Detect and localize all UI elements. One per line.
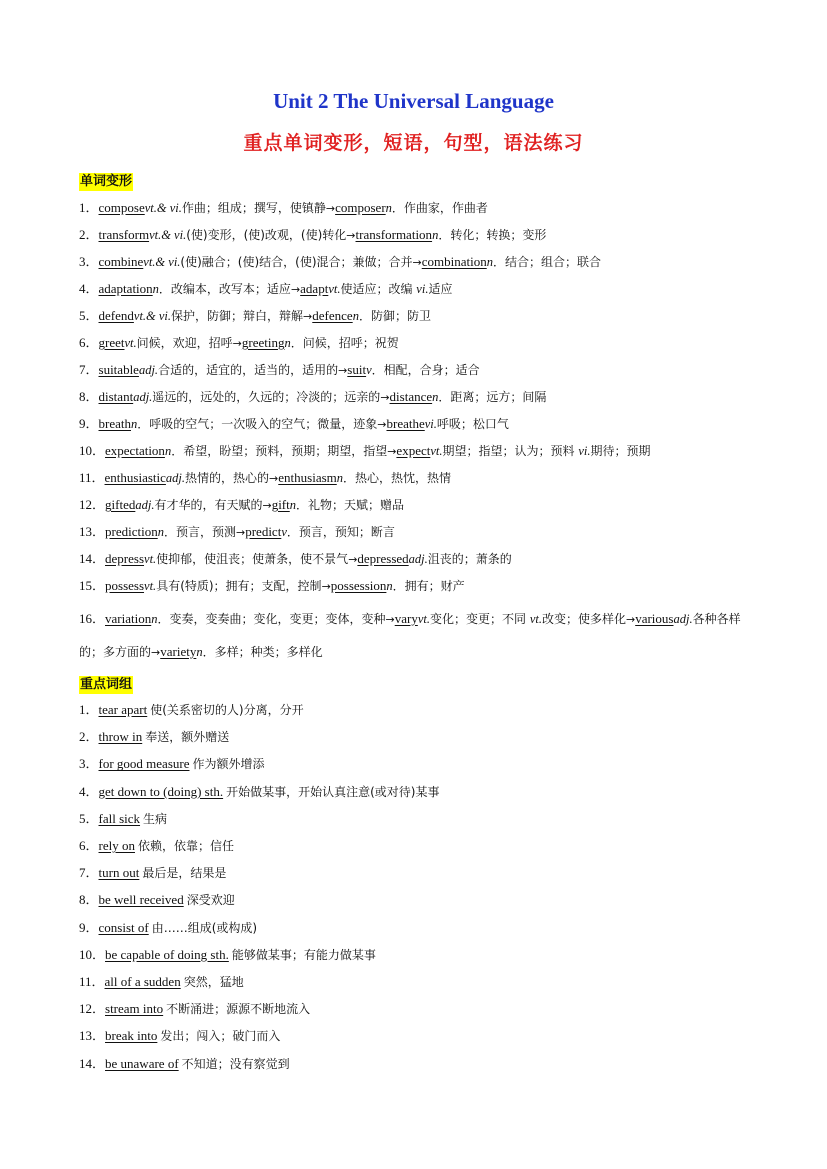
entry-number: 2． — [79, 729, 99, 745]
definition-text: ．礼物；天赋；赠品 — [296, 498, 405, 512]
vocab-word: transformation — [355, 227, 433, 242]
definition-text: 使抑郁，使沮丧；使萧条，使不景气 — [156, 552, 349, 566]
vocab-entry — [79, 415, 769, 434]
part-of-speech: n — [157, 525, 164, 539]
vocab-entry — [79, 577, 769, 596]
part-of-speech: vt.& vi. — [144, 201, 182, 215]
vocab-word: predict — [245, 524, 282, 539]
derivation-arrow: → — [232, 337, 242, 350]
phrase-meaning: 最后是，结果是 — [142, 866, 227, 881]
phrase-meaning: 能够做某事；有能力做某事 — [231, 947, 376, 962]
phrase-text: consist of — [98, 919, 149, 935]
definition-text: 期望；指望；认为；预料 — [442, 444, 579, 458]
definition-text: ．热心，热忱，热情 — [343, 471, 452, 485]
entry-number: 1． — [79, 200, 99, 215]
vocab-word: defence — [312, 308, 353, 323]
phrase-text: be well received — [98, 892, 184, 908]
phrase-entry — [79, 891, 769, 909]
definition-text: 改变；使多样化 — [541, 612, 626, 626]
vocab-entry — [79, 603, 751, 669]
vocab-word: distance — [389, 389, 433, 404]
definition-text: ．预言，预测 — [163, 525, 236, 539]
entry-number: 5． — [79, 810, 99, 826]
phrase-text: fall sick — [98, 810, 141, 826]
phrase-text: tear apart — [98, 702, 148, 717]
definition-text: 沮丧的；萧条的 — [427, 552, 512, 566]
entry-number: 3． — [79, 254, 99, 269]
vocab-entry — [79, 388, 769, 407]
derivation-arrow: → — [387, 445, 397, 458]
phrase-entry — [79, 755, 769, 773]
vocab-entry — [79, 307, 769, 326]
definition-text: ．预言，预知；断言 — [286, 525, 395, 539]
definition-text: ．防御；防卫 — [358, 309, 431, 323]
part-of-speech: n — [432, 228, 439, 242]
document-title-cn: 重点单词变形，短语，句型，语法练习 — [243, 132, 584, 154]
derivation-arrow: → — [325, 202, 336, 215]
phrase-text: for good measure — [98, 756, 190, 772]
entry-number: 4． — [79, 281, 99, 296]
entry-number: 15． — [79, 578, 106, 593]
entry-number: 5． — [79, 308, 99, 323]
vocab-entry — [79, 199, 769, 218]
vocab-word: possess — [105, 578, 145, 593]
vocab-word: suitable — [98, 362, 139, 377]
phrase-entry — [79, 1055, 769, 1073]
part-of-speech: n — [164, 444, 172, 458]
derivation-arrow: → — [269, 472, 279, 485]
vocab-word: depressed — [357, 551, 409, 566]
vocab-entry — [79, 253, 769, 272]
derivation-arrow: → — [151, 646, 161, 659]
definition-text: ．转化；转换；变形 — [438, 228, 547, 242]
part-of-speech: vt. — [144, 552, 157, 566]
vocab-word: prediction — [105, 524, 158, 539]
part-of-speech: vt.& vi. — [133, 309, 172, 323]
entry-number: 14． — [79, 1055, 106, 1071]
vocab-word: combination — [421, 254, 487, 269]
part-of-speech: v — [366, 363, 372, 377]
entry-number: 1． — [79, 702, 99, 717]
phrase-text: break into — [105, 1028, 158, 1044]
part-of-speech: n — [152, 282, 159, 296]
derivation-arrow: → — [380, 391, 390, 404]
part-of-speech: v — [281, 525, 287, 539]
entry-number: 3． — [79, 756, 99, 772]
phrase-meaning: 发出；闯入；破门而入 — [160, 1029, 281, 1044]
derivation-arrow: → — [412, 256, 422, 269]
derivation-arrow: → — [303, 310, 313, 323]
vocab-word: defend — [98, 308, 134, 323]
part-of-speech: adj. — [673, 612, 693, 626]
vocab-word: depress — [105, 551, 145, 566]
vocab-entry — [79, 469, 769, 488]
phrase-meaning: 使(关系密切的人)分离，分开 — [150, 703, 304, 717]
derivation-arrow: → — [321, 580, 331, 593]
entry-number: 6． — [79, 838, 99, 853]
vocab-word: breathe — [386, 416, 425, 431]
phrase-entry — [79, 946, 769, 964]
derivation-arrow: → — [377, 418, 387, 431]
definition-text: 合适的，适宜的，适当的，适用的 — [158, 363, 339, 377]
entry-number: 4． — [79, 783, 99, 799]
vocab-word: vary — [394, 611, 418, 626]
phrase-entry — [79, 864, 769, 882]
derivation-arrow: → — [625, 613, 636, 626]
definition-text: ．问候，招呼；祝贺 — [290, 336, 399, 350]
definition-text: 有才华的，有天赋的 — [154, 498, 263, 512]
phrase-entry — [79, 837, 769, 855]
vocab-word: greeting — [241, 335, 285, 350]
phrase-meaning: 不断涌进；源源不断地流入 — [166, 1002, 311, 1017]
definition-text: ．变奏，变奏曲；变化，变更；变体，变种 — [157, 612, 386, 626]
vocab-word: suit — [347, 362, 367, 377]
part-of-speech: n — [385, 201, 392, 215]
definition-text: 问候，欢迎，招呼 — [136, 336, 233, 350]
definition-text: ．结合；组合；联合 — [492, 255, 601, 269]
part-of-speech: adj. — [408, 552, 428, 566]
section-heading-vocab: 单词变形 — [80, 174, 133, 189]
part-of-speech: n — [131, 417, 138, 431]
vocab-entry — [79, 280, 769, 299]
phrase-meaning: 开始做某事，开始认真注意(或对待)某事 — [226, 784, 440, 799]
entry-number: 14． — [79, 551, 106, 566]
part-of-speech: n — [336, 471, 344, 485]
definition-text: 期待；预期 — [590, 444, 651, 458]
part-of-speech: n — [151, 612, 158, 626]
part-of-speech: vt. — [430, 444, 443, 458]
phrase-text: be capable of doing sth. — [105, 946, 229, 962]
vocab-word: greet — [98, 335, 125, 350]
definition-text: 变化；变更；不同 — [429, 612, 530, 626]
vocab-entry — [79, 523, 769, 542]
vocab-entry — [79, 226, 769, 245]
phrase-text: rely on — [98, 838, 135, 853]
vocab-word: possession — [330, 578, 387, 593]
phrase-meaning: 依赖，依靠；信任 — [137, 839, 234, 853]
vocab-word: expectation — [105, 443, 165, 458]
definition-text: ．拥有；财产 — [392, 579, 465, 593]
phrase-entry — [79, 1000, 769, 1018]
part-of-speech: vt. — [124, 336, 137, 350]
definition-text: ．希望，盼望；预料，预期；期望，指望 — [171, 444, 388, 458]
definition-text: ．相配，合身；适合 — [371, 363, 480, 377]
vocab-word: gift — [271, 497, 290, 512]
definition-text: 使适应；改编 — [340, 282, 417, 296]
entry-number: 6． — [79, 335, 99, 350]
entry-number: 12． — [79, 497, 106, 512]
part-of-speech: adj. — [135, 498, 155, 512]
part-of-speech: n — [386, 579, 393, 593]
entry-number: 13． — [79, 524, 106, 539]
definition-text: 作曲；组成；撰写，使镇静 — [181, 201, 326, 215]
part-of-speech: vt. — [328, 282, 341, 296]
entry-number: 13． — [79, 1028, 106, 1044]
phrase-entry — [79, 973, 769, 991]
vocab-entry — [79, 550, 769, 569]
definition-text: 热情的，热心的 — [185, 471, 270, 485]
phrase-meaning: 不知道；没有察觉到 — [181, 1056, 290, 1071]
vocab-word: various — [635, 611, 674, 626]
definition-text: 具有(特质)；拥有；支配，控制 — [156, 579, 322, 593]
definition-text: 适应 — [428, 282, 453, 296]
vocab-word: gifted — [105, 497, 136, 512]
derivation-arrow: → — [236, 526, 246, 539]
phrase-meaning: 深受欢迎 — [186, 893, 235, 908]
vocab-word: enthusiasm — [278, 470, 337, 485]
document-title-en: Unit 2 The Universal Language — [273, 89, 554, 113]
vocab-word: compose — [98, 200, 145, 215]
phrase-text: throw in — [98, 729, 143, 745]
phrase-entry — [79, 810, 769, 828]
definition-text: 呼吸；松口气 — [436, 417, 509, 431]
definition-text: 保护，防御；辩白，辩解 — [171, 309, 304, 323]
part-of-speech: vi. — [424, 417, 437, 431]
phrase-entry — [79, 783, 769, 801]
part-of-speech: adj. — [138, 363, 159, 377]
vocab-word: combine — [98, 254, 144, 269]
part-of-speech: vt.& vi. — [149, 228, 187, 242]
part-of-speech: adj. — [165, 471, 186, 485]
entry-number: 7． — [79, 362, 99, 377]
phrase-meaning: 生病 — [143, 811, 168, 826]
entry-number: 9． — [79, 416, 99, 431]
entry-number: 10． — [79, 443, 106, 458]
vocab-entry — [79, 496, 769, 515]
phrase-text: all of a sudden — [104, 974, 181, 989]
vocab-word: distant — [98, 389, 134, 404]
phrase-entry — [79, 728, 769, 746]
definition-text: ．作曲家，作曲者 — [391, 201, 488, 215]
definition-text: (使)变形，(使)改观，(使)转化 — [186, 228, 347, 242]
phrase-meaning: 突然，猛地 — [183, 975, 244, 989]
vocab-entry — [79, 361, 769, 380]
definition-text: ．多样；种类；多样化 — [202, 645, 323, 659]
phrase-entry — [79, 1027, 769, 1045]
entry-number: 8． — [79, 389, 99, 404]
part-of-speech: vt. — [529, 612, 542, 626]
part-of-speech: n — [289, 498, 296, 512]
part-of-speech: n — [486, 255, 493, 269]
derivation-arrow: → — [290, 283, 301, 296]
vocab-word: variety — [160, 644, 197, 659]
phrase-meaning: 奉送，额外赠送 — [145, 730, 230, 745]
entry-number: 11． — [79, 974, 105, 989]
part-of-speech: n — [352, 309, 359, 323]
entry-number: 16． — [79, 611, 106, 626]
vocab-entry — [79, 442, 769, 461]
derivation-arrow: → — [385, 613, 395, 626]
vocab-word: transform — [98, 227, 150, 242]
part-of-speech: n — [284, 336, 291, 350]
definition-text: 遥远的，远处的，久远的；冷淡的；远亲的 — [152, 390, 381, 404]
definition-text: ．改编本，改写本；适应 — [158, 282, 291, 296]
definition-text: (使)融合；(使)结合，(使)混合；兼做；合并 — [180, 255, 413, 269]
entry-number: 11． — [79, 470, 105, 485]
part-of-speech: vt. — [144, 579, 157, 593]
vocab-word: adaptation — [98, 281, 153, 296]
definition-text: ．呼吸的空气；一次吸入的空气；微量，迹象 — [137, 417, 378, 431]
entry-number: 9． — [79, 919, 99, 935]
vocab-word: variation — [105, 611, 152, 626]
definition-text: ．距离；远方；间隔 — [438, 390, 547, 404]
definition-text: 各种各样的；多方面的 — [79, 612, 741, 659]
part-of-speech: adj. — [133, 390, 153, 404]
vocab-word: expect — [396, 443, 431, 458]
phrase-entry — [79, 701, 769, 719]
part-of-speech: n — [196, 645, 203, 659]
derivation-arrow: → — [262, 499, 272, 512]
phrase-entry — [79, 919, 769, 937]
part-of-speech: vi. — [416, 282, 429, 296]
vocab-word: breath — [98, 416, 131, 431]
phrase-text: turn out — [98, 865, 140, 881]
entry-number: 8． — [79, 892, 99, 908]
derivation-arrow: → — [338, 364, 348, 377]
derivation-arrow: → — [348, 553, 358, 566]
vocab-word: enthusiastic — [104, 470, 166, 485]
part-of-speech: vt.& vi. — [143, 255, 181, 269]
phrase-meaning: 由……组成(或构成) — [151, 920, 258, 935]
entry-number: 7． — [79, 865, 99, 881]
vocab-entry — [79, 334, 769, 353]
phrase-meaning: 作为额外增添 — [192, 757, 265, 772]
part-of-speech: vi. — [578, 444, 591, 458]
entry-number: 10． — [79, 946, 106, 962]
vocab-word: composer — [335, 200, 386, 215]
section-heading-phrases: 重点词组 — [80, 677, 133, 692]
entry-number: 2． — [79, 227, 99, 242]
vocab-word: adapt — [300, 281, 329, 296]
part-of-speech: vt. — [417, 612, 430, 626]
entry-number: 12． — [79, 1001, 106, 1017]
phrase-text: be unaware of — [105, 1055, 179, 1071]
derivation-arrow: → — [346, 229, 356, 242]
phrase-text: get down to (doing) sth. — [98, 783, 224, 799]
phrase-text: stream into — [105, 1001, 164, 1017]
part-of-speech: n — [432, 390, 439, 404]
